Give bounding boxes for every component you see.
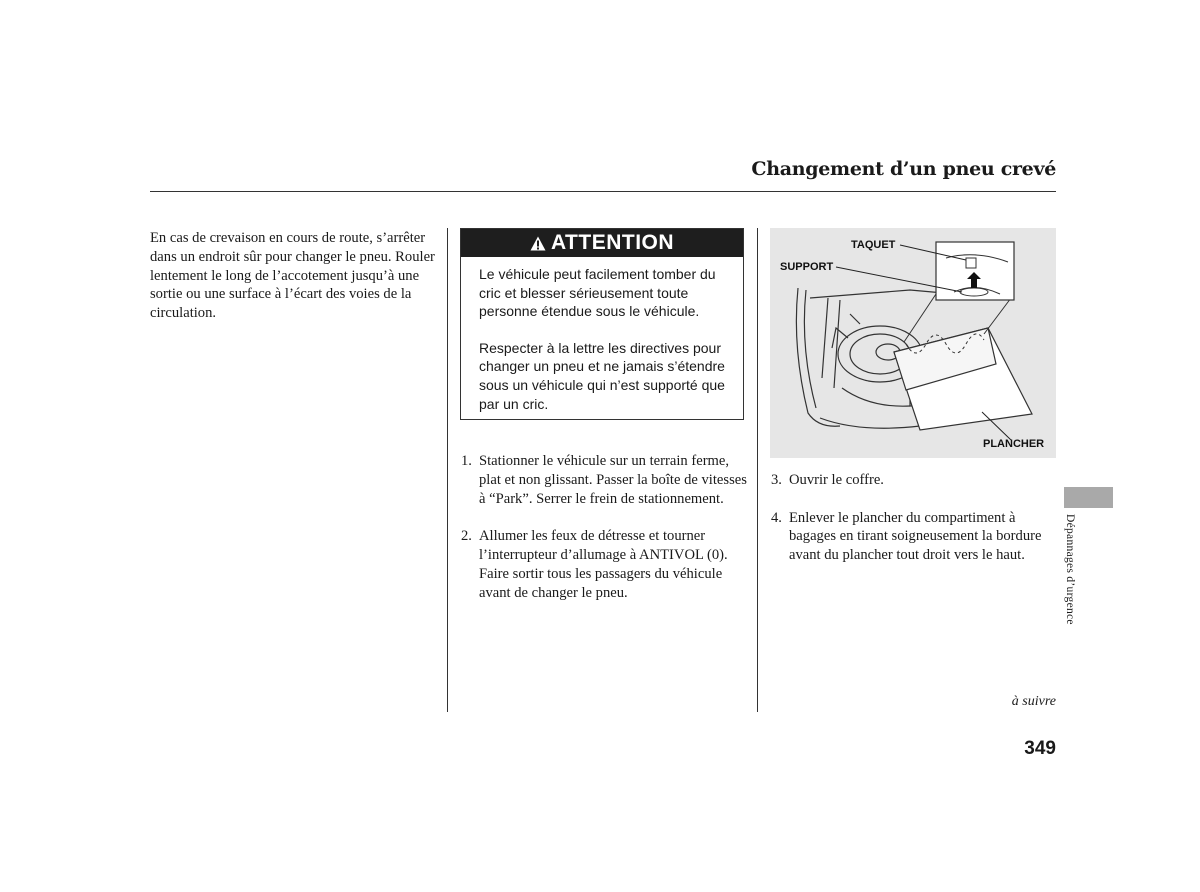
trunk-floor-illustration (770, 228, 1056, 458)
step-item (461, 527, 751, 602)
step-number: 1. (461, 453, 472, 469)
section-tab-label: Dépannages d’urgence (1064, 514, 1076, 625)
steps-list-left (461, 452, 751, 621)
warning-triangle-icon (530, 236, 546, 251)
page-number: 349 (1024, 738, 1056, 759)
step-item (771, 471, 1061, 490)
step-item (771, 509, 1061, 565)
step-number: 4. (771, 509, 782, 526)
intro-paragraph: En cas de crevaison en cours de route, s’arrêter dans un endroit sûr pour changer le pneu. Rouler lentement le long de l’accotement jusqu’à une sortie ou une surface à l’écart des voies de la circulation. (150, 230, 435, 322)
column-divider-1 (447, 228, 448, 712)
step-number: 3. (771, 472, 782, 488)
warning-paragraph-2: Respecter à la lettre les directives pour changer un pneu et ne jamais s’étendre sous un véhicule qui n’est supporté que par un cric. (479, 339, 725, 412)
label-taquet: TAQUET (851, 239, 896, 251)
continued-note: à suivre (1011, 694, 1056, 709)
section-tab (1064, 487, 1113, 508)
warning-heading: ATTENTION (550, 231, 675, 254)
column-divider-2 (757, 228, 758, 712)
step-number: 2. (461, 528, 472, 545)
label-support: SUPPORT (780, 261, 834, 273)
step-text: Ouvrir le coffre. (789, 472, 884, 488)
warning-box (460, 228, 744, 420)
step-item (461, 452, 751, 508)
page-title: Changement d’un pneu crevé (751, 158, 1056, 180)
warning-paragraph-1: Le véhicule peut facilement tomber du cric et blesser sérieusement toute personne étendue sous le véhicule. (479, 266, 716, 320)
steps-list-right (771, 471, 1061, 584)
warning-header (461, 229, 743, 257)
label-plancher: PLANCHER (983, 438, 1045, 450)
title-rule (150, 191, 1056, 192)
step-text: Stationner le véhicule sur un terrain ferme, plat et non glissant. Passer la boîte de vitesses à “Park”. Serrer le frein de stationnement. (479, 453, 747, 507)
step-text: Allumer les feux de détresse et tourner l’interrupteur d’allumage à ANTIVOL (0). Faire sortir tous les passagers du véhicule avant de changer le pneu. (479, 528, 728, 601)
step-text: Enlever le plancher du compartiment à bagages en tirant soigneusement la bordure avant du plancher tout droit vers le haut. (789, 509, 1042, 564)
